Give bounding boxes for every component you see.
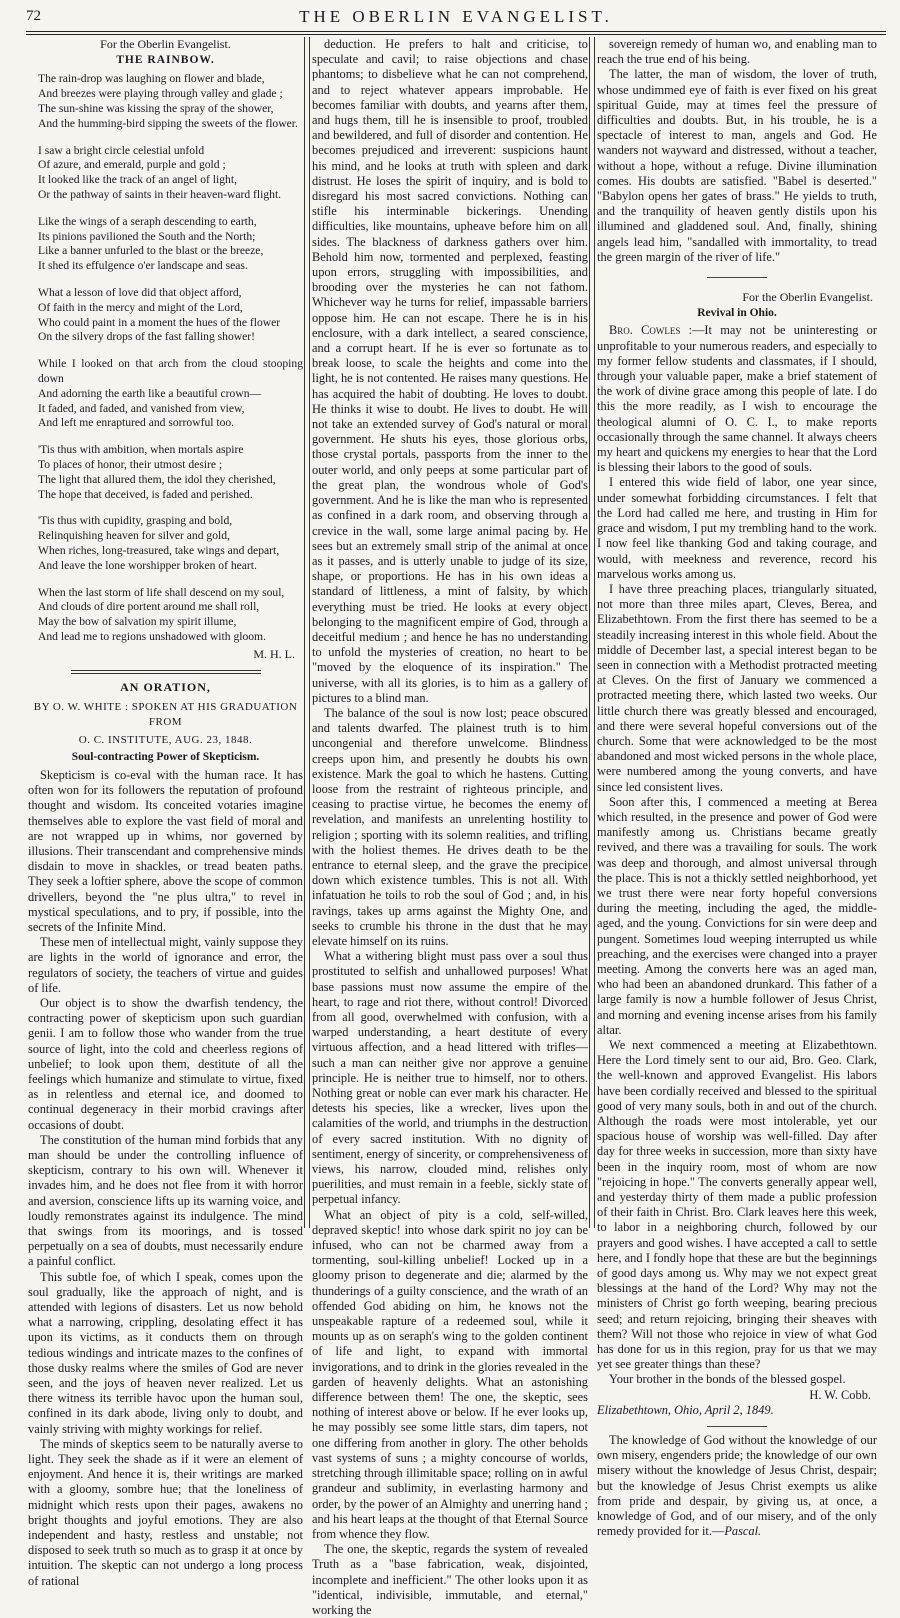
oration-body-part-1 bbox=[28, 768, 303, 1589]
revival-paragraph bbox=[597, 323, 877, 475]
oration-paragraph: This subtle foe, of which I speak, comes upon the soul gradually, like the approach of night, and is attended with legions of disasters. Let us now behold what a narrowing, crippling, desolating effect it has upon its victims, as it conducts them on through tedious windings and intricate mazes to the confines of those dusky realms where the smiles of God are never seen, and the joys of heaven never realized. Let us there witness its terrible havoc upon the human soul, confined in its dark abode, living only to doubt, and vainly striving with mighty workings for relief. bbox=[28, 1269, 303, 1436]
oration-body-part-2 bbox=[312, 37, 588, 1618]
poem-line: Of azure, and emerald, purple and gold ; bbox=[38, 158, 226, 172]
poem-stanza bbox=[38, 586, 303, 645]
page-number: 72 bbox=[26, 8, 41, 24]
oration-paragraph: deduction. He prefers to halt and criticise, to speculate and cavil; to raise objections and chase phantoms; to disbelieve what he can not comprehend, and to reject whatever appears improbable. He becomes familiar with doubts, and yearns after them, and hugs them, till he is insensible to proof, troubled and bewildered, and full of disorder and contention. He becomes prejudiced and irreverent: suspicions haunt his mind, and he looks at truth with spleen and dark distrust. He loses the spirit of inquiry, and is bold to disregard his most sacred convictions. Nothing can stifle his interminable bickerings. Unending difficulties, like mountains, upheave before him on all sides. The blackness of darkness gathers over him. Behold him now, tormented and perplexed, feasting upon errors, struggling with impossibilities, and brooding over the mysteries he can not fathom. Whichever way he turns for relief, impassable barriers oppose him. He can not escape. There he is in his enclosure, with a dark intellect, a seared conscience, and a corrupt heart. If he is ever so fortunate as to break loose, to scale the heights and come into the light, he is not contented. He raises many questions. He has acquired the habit of doubting. He loves to doubt. He thinks it wise to doubt. He lives to doubt. He will not take an extended survey of God's natural or moral government. He shuts his eyes, those glorious orbs, those crystal portals, passports from the inner to the outer world, and only peeps at some particular part of the great plan, the wondrous whole of God's government. And he is like the man who is represented as confined in a dark room, and observing through a crevice in the wall, some large animal pacing by. He sees but an extremely small strip of the animal at once as it passes, and is utterly unable to judge of its size, shape, or proportions. He has in his own ideas a standard of littleness, a mint of falsity, by which everything must be tried. He looks at every object belonging to the magnificent empire of God, through a deceitful medium ; and hence he has no understanding to unfold the mysteries of creation, no heart to be "moved by the eloquence of its inspiration." The universe, with all its glories, is to him as a gallery of pictures to a blind man. bbox=[312, 37, 588, 705]
poem-line: It looked like the track of an angel of light, bbox=[38, 173, 237, 187]
poem-line: While I looked on that arch from the cloud stooping down bbox=[38, 357, 303, 385]
revival-dateline: Elizabethtown, Ohio, April 2, 1849. bbox=[597, 1402, 774, 1417]
oration-paragraph: What a withering blight must pass over a soul thus prostituted to selfish and unhallowed purposes! What base passions must now assume the empire of the heart, to rage and riot there, without control! Divorced from all good, overwhelmed with confusion, with a warped understanding, a heart destitute of every virtuous affection, and a head littered with trifles—such a man can neither give nor approve a genuine principle. He is neither true to himself, nor to others. Nothing great or noble can ever mark his character. He detests his species, like a wrecker, lives upon the calamities of the world, and triumphs in the destruction of every sacred institution. With no dignity of sentiment, energy of sincerity, or comprehensiveness of views, his narrow, clouded mind, relishes only puerilities, and must remain in a feeble, sickly state of perpetual infancy. bbox=[312, 949, 588, 1207]
poem-line: And leave the lone worshipper broken of heart. bbox=[38, 558, 257, 572]
section-divider bbox=[707, 1426, 767, 1427]
poem-source: For the Oberlin Evangelist. bbox=[100, 37, 231, 51]
poem-line: And clouds of dire portent around me shall roll, bbox=[38, 600, 260, 614]
revival-source: For the Oberlin Evangelist. bbox=[742, 290, 873, 305]
poem-line: And the humming-bird sipping the sweets of the flower. bbox=[38, 116, 298, 130]
poem-line: Like a banner unfurled to the blast or the breeze, bbox=[38, 244, 264, 258]
oration-paragraph: Skepticism is co-eval with the human race. It has often won for its followers the reputation of profound thought and wisdom. Its conceited votaries imagine themselves able to explore the vast field of moral and are not wrapped up in whims, nor governed by illusions. Their transcendant and comprehensive minds disdain to move in shackles, or tread beaten paths. They seek a loftier sphere, above the scope of common drivellers, beyond the "ne plus ultra," to revel in mystical speculations, and to pry, if possible, into the secrets of the Infinite Mind. bbox=[28, 767, 303, 934]
poem-line: Like the wings of a seraph descending to earth, bbox=[38, 214, 257, 228]
oration-paragraph: What an object of pity is a cold, self-willed, depraved skeptic! into whose dark spirit no joy can be infused, who can not be charmed away from a tormenting, soul-killing unbelief! Locked up in a gloomy prison to degenerate and die; alarmed by the thunderings of a guilty conscience, and the wrath of an offended God abiding on him, he knows not the unspeakable rapture of a redeemed soul, while it mounts up as on seraph's wing to the golden continent of life and light, to expand with immortal invigorations, and to drink in the glories revealed in the garden of heavenly delights. What an astonishing difference between them! The one, the skeptic, sees nothing of interest above or below. If he ever looks up, he may possibly see some little stars, dim tapers, not one differing from another in glory. The other beholds vast systems of suns ; a mighty concourse of worlds, stretching through illimitable space; rolling on in awful grandeur and sublimity, in everlasting harmony and order, by the power of an Almighty and unerring hand ; and his heart leaps at the thought of that Eternal Source from whence they flow. bbox=[312, 1207, 588, 1541]
poem-line: Who could paint in a moment the hues of the flower bbox=[38, 315, 281, 329]
oration-paragraph: The constitution of the human mind forbids that any man should be under the controlling influence of skepticism, contrary to his own will. Whenever it invades him, and he does not flee from it with horror and aversion, conscience lifts up its warning voice, and loudly remonstrates against its indulgence. The mind that swings from its moorings, and is tossed perpetually on a sea of doubts, must necessarily endure a painful conflict. bbox=[28, 1132, 303, 1269]
poem-line: Of faith in the mercy and might of the Lord, bbox=[38, 300, 243, 314]
poem-line: May the bow of salvation my spirit illume, bbox=[38, 615, 237, 629]
column-2 bbox=[312, 37, 588, 1617]
oration-byline: BY O. W. WHITE : SPOKEN AT HIS GRADUATION FROM bbox=[33, 701, 298, 729]
poem-line: And lead me to regions unshadowed with gloom. bbox=[38, 629, 266, 643]
oration-paragraph: The latter, the man of wisdom, the lover of truth, whose undimmed eye of faith is ever fixed on his great spiritual Guide, may at times feel the pressure of difficulties and doubts. But, in his trouble, he is a spectacle of interest to man, angels and God. He wanders not wayward and distressed, without a teacher, without a hope, without a refuge. Divine illumination comes. His doubts are satisfied. "Babel is deserted." "Babylon opens her gates of brass." He yields to truth, and the tranquility of heaven gently distils upon his illumined and gladdened soul. And, finally, shining angels lead him, "sandalled with immortality, to tread the green margin of the river of life." bbox=[597, 67, 877, 264]
poem-line: Relinquishing heaven for silver and gold, bbox=[38, 529, 230, 543]
poem-stanza bbox=[38, 357, 303, 431]
poem-title: THE RAINBOW. bbox=[116, 54, 215, 67]
poem-line: And adorning the earth like a beautiful crown— bbox=[38, 386, 262, 400]
poem-line: What a lesson of love did that object afford, bbox=[38, 285, 242, 299]
poem-rainbow bbox=[38, 72, 303, 644]
poem-stanza bbox=[38, 514, 303, 573]
column-separator bbox=[589, 37, 595, 1228]
poem-line: It faded, and faded, and vanished from view, bbox=[38, 401, 245, 415]
poem-line: And left me enraptured and sorrowful too. bbox=[38, 416, 235, 430]
poem-line: The light that allured them, the idol they cherished, bbox=[38, 472, 276, 486]
oration-paragraph: These men of intellectual might, vainly suppose they are lights in the world of ignorance and error, the regulators of society, the teachers of virtue and guides of life. bbox=[28, 935, 303, 995]
oration-paragraph: Our object is to show the dwarfish tendency, the contracting power of skepticism upon such guardian genii. I am to follow those who wander from the true source of light, into the cold and cheerless regions of unbelief; to look upon them, destitute of all the feelings which humanize and stimulate to virtue, fixed as in relentless and eternal ice, and doomed to continual degeneracy in their morbid cravings after occasions of doubt. bbox=[28, 995, 303, 1132]
revival-paragraph: I have three preaching places, triangularly situated, not more than three miles apart, Cleves, Berea, and Elizabethtown. From the first there has seemed to be a steadily increasing interest in this whole field. About the middle of December last, a special interest began to be seen in connection with a Methodist protracted meeting at Cleves. On the first of January we commenced a protracted meeting there, which lasted two weeks. Our little church there was greatly blessed and encouraged, and there were several hopeful conversions out of the church. Some that were acknowledged to be the most abandoned and most wicked persons in the whole place, were numbered among the young converts, and have since led consistent lives. bbox=[597, 581, 877, 794]
pascal-attribution: Pascal. bbox=[724, 1524, 762, 1539]
poem-signature: M. H. L. bbox=[253, 646, 295, 661]
oration-byline-date: O. C. INSTITUTE, AUG. 23, 1848. bbox=[78, 733, 253, 746]
revival-paragraph: I entered this wide field of labor, one year since, under somewhat forbidding circumstances. I felt that the Lord had called me here, and trusting in Him for grace and wisdom, I put my trembling hand to the work. I now feel like thanking God and taking courage, and would, with meekness and reverence, record his marvelous works among us. bbox=[597, 475, 877, 581]
poem-line: The hope that deceived, is faded and perished. bbox=[38, 487, 253, 501]
section-divider bbox=[71, 670, 261, 674]
section-divider bbox=[707, 277, 767, 278]
revival-salutation: Bro. Cowles : bbox=[609, 323, 693, 338]
poem-line: It shed its effulgence o'er landscape and seas. bbox=[38, 259, 248, 273]
masthead-title: THE OBERLIN EVANGELIST. bbox=[299, 7, 613, 26]
poem-line: On the silvery drops of the fast falling shower! bbox=[38, 330, 256, 344]
pascal-text: The knowledge of God without the knowledge of our own misery, engenders pride; the knowledge of our own misery without the knowledge of Jesus Christ, despair; but the knowledge of Jesus Christ exempts us alike from pride and despair, by giving us, at once, a knowledge of God, and of our misery, and of the only remedy provided for it.— bbox=[597, 1433, 877, 1539]
column-separator bbox=[304, 37, 310, 1228]
revival-closing: Your brother in the bonds of the blessed gospel. bbox=[609, 1372, 846, 1387]
header-rule bbox=[26, 31, 886, 35]
poem-stanza bbox=[38, 144, 303, 203]
poem-line: Its pinions pavilioned the South and the North; bbox=[38, 229, 256, 243]
poem-line: 'Tis thus with ambition, when mortals aspire bbox=[38, 443, 244, 457]
oration-paragraph: The one, the skeptic, regards the system of revealed Truth as a "base fabrication, weak, disjointed, incomplete and inefficient." The other looks upon it as "identical, indivisible, immutable, and eternal," working the bbox=[312, 1542, 588, 1617]
revival-paragraph-text: —It may not be uninteresting or unprofitable to your numerous readers, and especially to my former fellow students and classmates, if I should, through your valuable paper, make a brief statement of the work of divine grace among this people of late. I do this the more readily, as I wish to encourage the theological alumni of O. C. I., to make reports occasionally through the same channel. It always cheers my heart and quickens my energies to hear that the Lord is blessing their labors to the good of souls. bbox=[597, 323, 878, 475]
poem-line: When riches, long-treasured, take wings and depart, bbox=[38, 543, 280, 557]
page-header bbox=[26, 6, 886, 32]
poem-line: The rain-drop was laughing on flower and blade, bbox=[38, 72, 265, 86]
oration-body-part-3 bbox=[597, 37, 877, 265]
revival-signature: H. W. Cobb. bbox=[809, 1387, 871, 1402]
poem-stanza bbox=[38, 443, 303, 502]
poem-line: Or the pathway of saints in their heaven-ward flight. bbox=[38, 187, 282, 201]
oration-paragraph: The minds of skeptics seem to be naturally averse to light. They seek the shade as if it were an element of enjoyment. And hence it is, their writings are marked with a gloomy, sombre hue; that the loneliness of midnight which rests upon their pages, awakens no bright thoughts and joyful emotions. They are also independent and hasty, restless and unstable; not disposed to seek truth so much as to grasp it at once by intuition. The skeptic can not undergo a long process of rational bbox=[28, 1436, 303, 1588]
poem-line: To places of honor, their utmost desire ; bbox=[38, 457, 223, 471]
poem-stanza bbox=[38, 72, 303, 131]
revival-body bbox=[597, 475, 877, 1372]
poem-line: When the last storm of life shall descend on my soul, bbox=[38, 585, 285, 599]
poem-stanza bbox=[38, 286, 303, 345]
poem-line: I saw a bright circle celestial unfold bbox=[38, 143, 205, 157]
revival-paragraph: Soon after this, I commenced a meeting at Berea which resulted, in the presence and power of God were manifestly among us. Christians became greatly revived, and there was a travailing for souls. The work was deep and thorough, and almost universal through the place. This is not a thickly settled neighborhood, yet we trust there were near forty hopeful conversions during the meeting, including the aged, the middle-aged, and the young. Convictions for sin were deep and pungent. Sometimes loud weeping interrupted us while preaching, and the exercises were changed into a prayer meeting. Among the converts here was an aged man, who had been an abandoned drunkard. This father of a large family is now a humble follower of Jesus Christ, and morning and evening incense arises from his family altar. bbox=[597, 794, 877, 1037]
revival-title: Revival in Ohio. bbox=[697, 307, 777, 320]
poem-line: 'Tis thus with cupidity, grasping and bold, bbox=[38, 514, 233, 528]
poem-line: The sun-shine was kissing the spray of the shower, bbox=[38, 102, 274, 115]
column-1 bbox=[28, 37, 303, 1588]
oration-paragraph: sovereign remedy of human wo, and enabling man to reach the true end of his being. bbox=[597, 37, 877, 67]
oration-subtitle: Soul-contracting Power of Skepticism. bbox=[71, 750, 260, 763]
poem-stanza bbox=[38, 215, 303, 274]
pascal-quote bbox=[597, 1433, 877, 1539]
oration-paragraph: The balance of the soul is now lost; peace obscured and talents dwarfed. The plainest truth is to him uncongenial and therefore unwelcome. Blindness creeps upon him, and presently he doubts his own existence. Mark the goal to which he hastens. Cutting loose from the restraint of righteous principle, and ceasing to practise virtue, he becomes the enemy of revelation, and manifests an unrelenting hostility to religion ; sporting with its solemn realities, and trifling with the holiest themes. He drives death to be the entrance to eternal sleep, and the grave the precipice down which existence tumbles. This is not all. With infatuation he toils to rob the soul of God ; and, in his ravings, takes up arms against the Mighty One, and seeks to crumble his throne in the dust that he may elevate himself on its ruins. bbox=[312, 705, 588, 948]
column-3 bbox=[597, 37, 878, 1539]
oration-title: AN ORATION, bbox=[120, 679, 211, 694]
revival-paragraph: We next commenced a meeting at Elizabethtown. Here the Lord timely sent to our aid, Bro. Geo. Clark, the well-known and approved Evangelist. His labors have been cordially received and blessed to the spiritual good of very many souls, both in and out of the church. Although the roads were most intolerable, yet our spacious house of worship was well-filled. Day after day for three weeks in succession, more than sixty have been in the inquiry room, most of whom are now "rejoicing in hope." The converts generally appear well, and yesterday thirty of them made a public profession of their faith in Christ. Bro. Clark leaves here this week, to labor in a neighboring church, followed by our prayers and good wishes. I have accepted a call to settle here, and I fondly hope that these are but the beginnings of good days among us. Why may we not expect great blessings at the hand of the Lord? Why may not the ministers of Christ go forth weeping, bearing precious seed; and return rejoicing, bringing their sheaves with them? Will not those who rejoice in view of what God has done for us in this region, pray for us that we may yet see greater things than these? bbox=[597, 1038, 877, 1372]
poem-line: And breezes were playing through valley and glade ; bbox=[38, 87, 283, 101]
